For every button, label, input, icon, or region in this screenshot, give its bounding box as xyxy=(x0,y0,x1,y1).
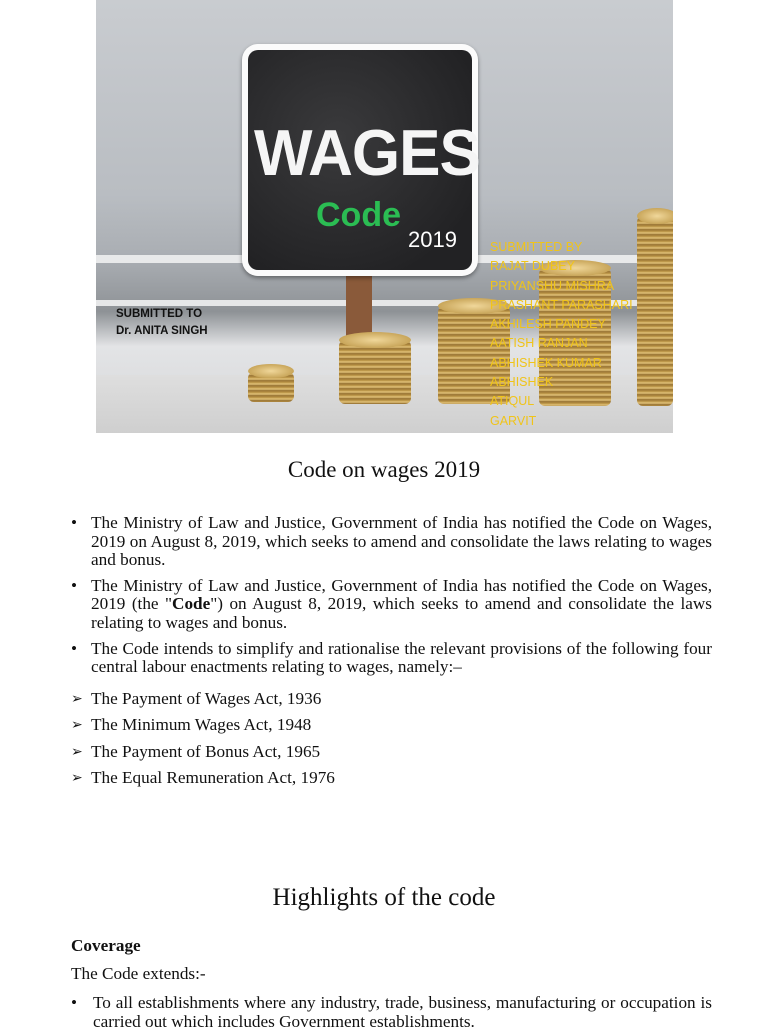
member-name: AKHILESH PANDEY xyxy=(490,317,606,332)
board-subtitle: Code xyxy=(316,196,401,234)
member-name: AATISH RANJAN xyxy=(490,336,588,351)
bullet-text: ") on August 8, 2019, which seeks to amend and consolidate the laws relating to wages and bonus. xyxy=(91,594,712,632)
bullet-item: • The Code intends to simplify and rationalise the relevant provisions of the following four central labour enactments relating to wages, namely:– xyxy=(71,640,712,677)
member-name: GARVIT xyxy=(490,413,537,428)
cover-image xyxy=(96,0,673,433)
board-title: WAGES xyxy=(254,117,480,190)
section-title: Code on wages 2019 xyxy=(287,457,481,482)
submitted-to-block xyxy=(116,306,208,340)
submitted-to-name: Dr. ANITA SINGH xyxy=(116,325,208,337)
extends-text: The Code extends:- xyxy=(71,964,206,983)
coin-stack xyxy=(637,216,673,406)
member-name: RAJAT DUBEY xyxy=(490,259,575,274)
acts-list xyxy=(71,686,335,791)
act-item: ➢ The Payment of Wages Act, 1936 xyxy=(71,686,335,712)
bullet-item: • The Ministry of Law and Justice, Government of India has notified the Code on Wages, 2019 on August 8, 2019, which seeks to amend and consolidate the laws relating to wages and bonus. xyxy=(71,514,712,570)
member-name: ATIQUL xyxy=(490,394,535,409)
act-item: ➢ The Minimum Wages Act, 1948 xyxy=(71,712,335,738)
section-title: Highlights of the code xyxy=(272,884,496,911)
intro-bullet-list xyxy=(71,514,712,684)
act-item: ➢ The Equal Remuneration Act, 1976 xyxy=(71,765,335,791)
coin-stack xyxy=(339,340,411,404)
submitted-by-block xyxy=(490,238,633,431)
member-name: ABHISHEK KUMAR xyxy=(490,355,602,370)
coverage-heading: Coverage xyxy=(71,936,141,955)
bullet-bold-term: Code xyxy=(172,594,211,614)
submitted-to-label: SUBMITTED TO xyxy=(116,308,203,320)
member-name: PRIYANSHU MISHRA xyxy=(490,278,615,293)
cover-year: 2019 xyxy=(408,227,457,252)
bullet-item xyxy=(71,577,712,633)
coin-top xyxy=(637,208,673,224)
submitted-by-label: SUBMITTED BY xyxy=(490,240,583,254)
act-item: ➢ The Payment of Bonus Act, 1965 xyxy=(71,739,335,765)
member-name: ABHISHEK xyxy=(490,375,554,390)
member-name: PRASHANT PARASHARI xyxy=(490,297,633,312)
coin-top xyxy=(339,332,411,348)
bullet-text: The Ministry of Law and Justice, Government of India has notified the Code on Wages, 2019 (the " xyxy=(91,575,712,614)
coin-top xyxy=(248,364,294,378)
coverage-bullet-list xyxy=(71,994,712,1031)
bullet-item: • To all establishments where any industry, trade, business, manufacturing or occupation is carried out which includes Government establishments. xyxy=(71,994,712,1031)
